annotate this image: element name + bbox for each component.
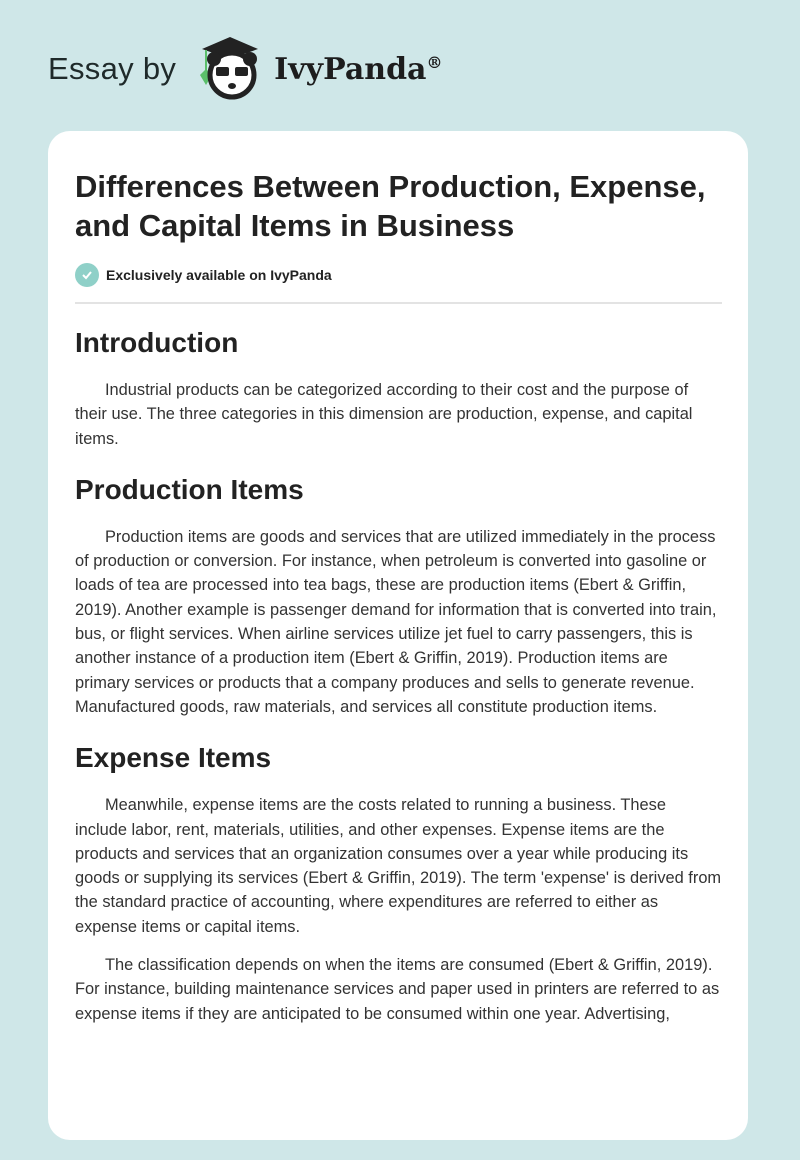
paragraph: Meanwhile, expense items are the costs related to running a business. These include labor, rent, materials, utilities, and other expenses. Expense items are the products and services that an organization consumes over a year while producing its goods or supplying its services (Ebert & Griffin, 2019). The term 'expense' is derived from the standard practice of accounting, where expenditures are referred to either as expense items or capital items. [75,796,722,936]
essay-card [48,131,748,1140]
section-heading-expense-items: Expense Items [75,742,272,774]
brand-name[interactable] [274,52,442,87]
panda-logo-icon[interactable] [194,31,266,108]
site-header [48,34,443,104]
divider [75,302,722,304]
exclusive-badge [75,263,722,287]
paragraph: The classification depends on when the items are consumed (Ebert & Griffin, 2019). For instance, building maintenance services and paper used in printers are referred to as expense items if they are anticipated to be consumed within one year. Advertising, [75,956,720,1023]
section-heading-introduction: Introduction [75,327,239,358]
brand-text: IvyPanda [274,51,427,87]
essay-by-label: Essay by [48,51,177,86]
check-icon [75,263,99,287]
page-title: Differences Between Production, Expense, and Capital Items in Business [75,169,706,243]
registered-mark: ® [426,52,443,72]
badge-text: Exclusively available on IvyPanda [106,267,332,283]
section-heading-production-items: Production Items [75,473,304,505]
paragraph: Production items are goods and services that are utilized immediately in the process of production or conversion. For instance, when petroleum is converted into gasoline or loads of tea are processed into tea bags, these are production items (Ebert & Griffin, 2019). Another example is passenger demand for information that is converted into train, bus, or flight services. When airline services utilize jet fuel to carry passengers, this is another instance of a production item (Ebert & Griffin, 2019). Production items are primary services or products that a company produces and sells to generate revenue. Manufactured goods, raw materials, and services all constitute production items. [75,527,717,716]
paragraph: Industrial products can be categorized according to their cost and the purpose of their use. The three categories in this dimension are production, expense, and capital items. [75,381,693,448]
